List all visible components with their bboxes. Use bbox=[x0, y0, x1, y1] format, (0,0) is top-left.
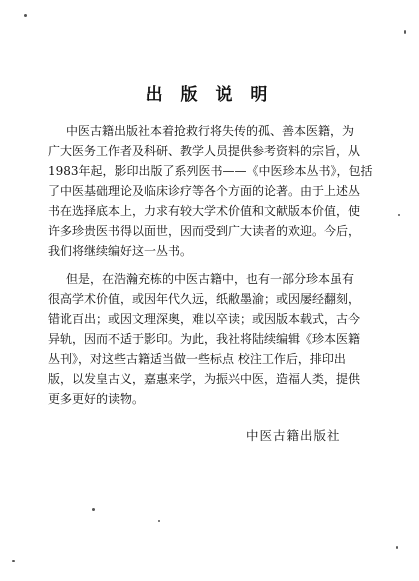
paragraph-2-line-7: 更多更好的读物。 bbox=[48, 392, 145, 406]
paragraph-1-line-3: 1983年起，影印出版了系列医书——《中医珍本丛书》，包括 bbox=[48, 164, 373, 178]
paragraph-1-line-2: 广大医务工作者及科研、教学人员提供参考资料的宗旨，从 bbox=[48, 144, 361, 158]
paragraph-2-line-3: 错讹百出；或因文理深奥，难以卒读；或因版本载式，古今 bbox=[48, 312, 361, 326]
scan-speck bbox=[24, 14, 27, 17]
publisher-signature: 中医古籍出版社 bbox=[246, 428, 341, 443]
scan-speck bbox=[92, 508, 95, 511]
paragraph-1-line-1: 中医古籍出版社本着抢救行将失传的孤、善本医籍，为 bbox=[66, 124, 355, 138]
paragraph-1-line-5: 书在选择底本上，力求有较大学术价值和文献版本价值，使 bbox=[48, 204, 361, 218]
scan-speck bbox=[404, 30, 406, 34]
paragraph-2-line-1: 但是，在浩瀚充栋的中医古籍中，也有一部分珍本虽有 bbox=[66, 272, 355, 286]
scan-speck bbox=[12, 560, 15, 562]
paragraph-2-line-6: 版，以发皇古义，嘉惠来学，为振兴中医，造福人类，提供 bbox=[48, 372, 361, 386]
scan-speck bbox=[396, 546, 398, 549]
page-title: 出 版 说 明 bbox=[145, 85, 274, 105]
paragraph-1-line-6: 许多珍贵医书得以面世，因而受到广大读者的欢迎。今后， bbox=[48, 224, 361, 238]
paragraph-2-line-4: 异轨，因而不适于影印。为此，我社将陆续编辑《珍本医籍 bbox=[48, 332, 361, 346]
scan-speck bbox=[398, 214, 400, 216]
paragraph-1-line-7: 我们将继续编好这一丛书。 bbox=[48, 244, 193, 258]
paragraph-1-line-4: 了中医基础理论及临床诊疗等各个方面的论著。由于上述丛 bbox=[48, 184, 361, 198]
paragraph-2-line-5: 丛刊》，对这些古籍适当做一些标点 校注工作后，排印出 bbox=[48, 352, 346, 366]
paragraph-2-line-2: 很高学术价值，或因年代久远，纸敝墨渝；或因屡经翻刻， bbox=[48, 292, 361, 306]
scan-speck bbox=[158, 520, 160, 522]
